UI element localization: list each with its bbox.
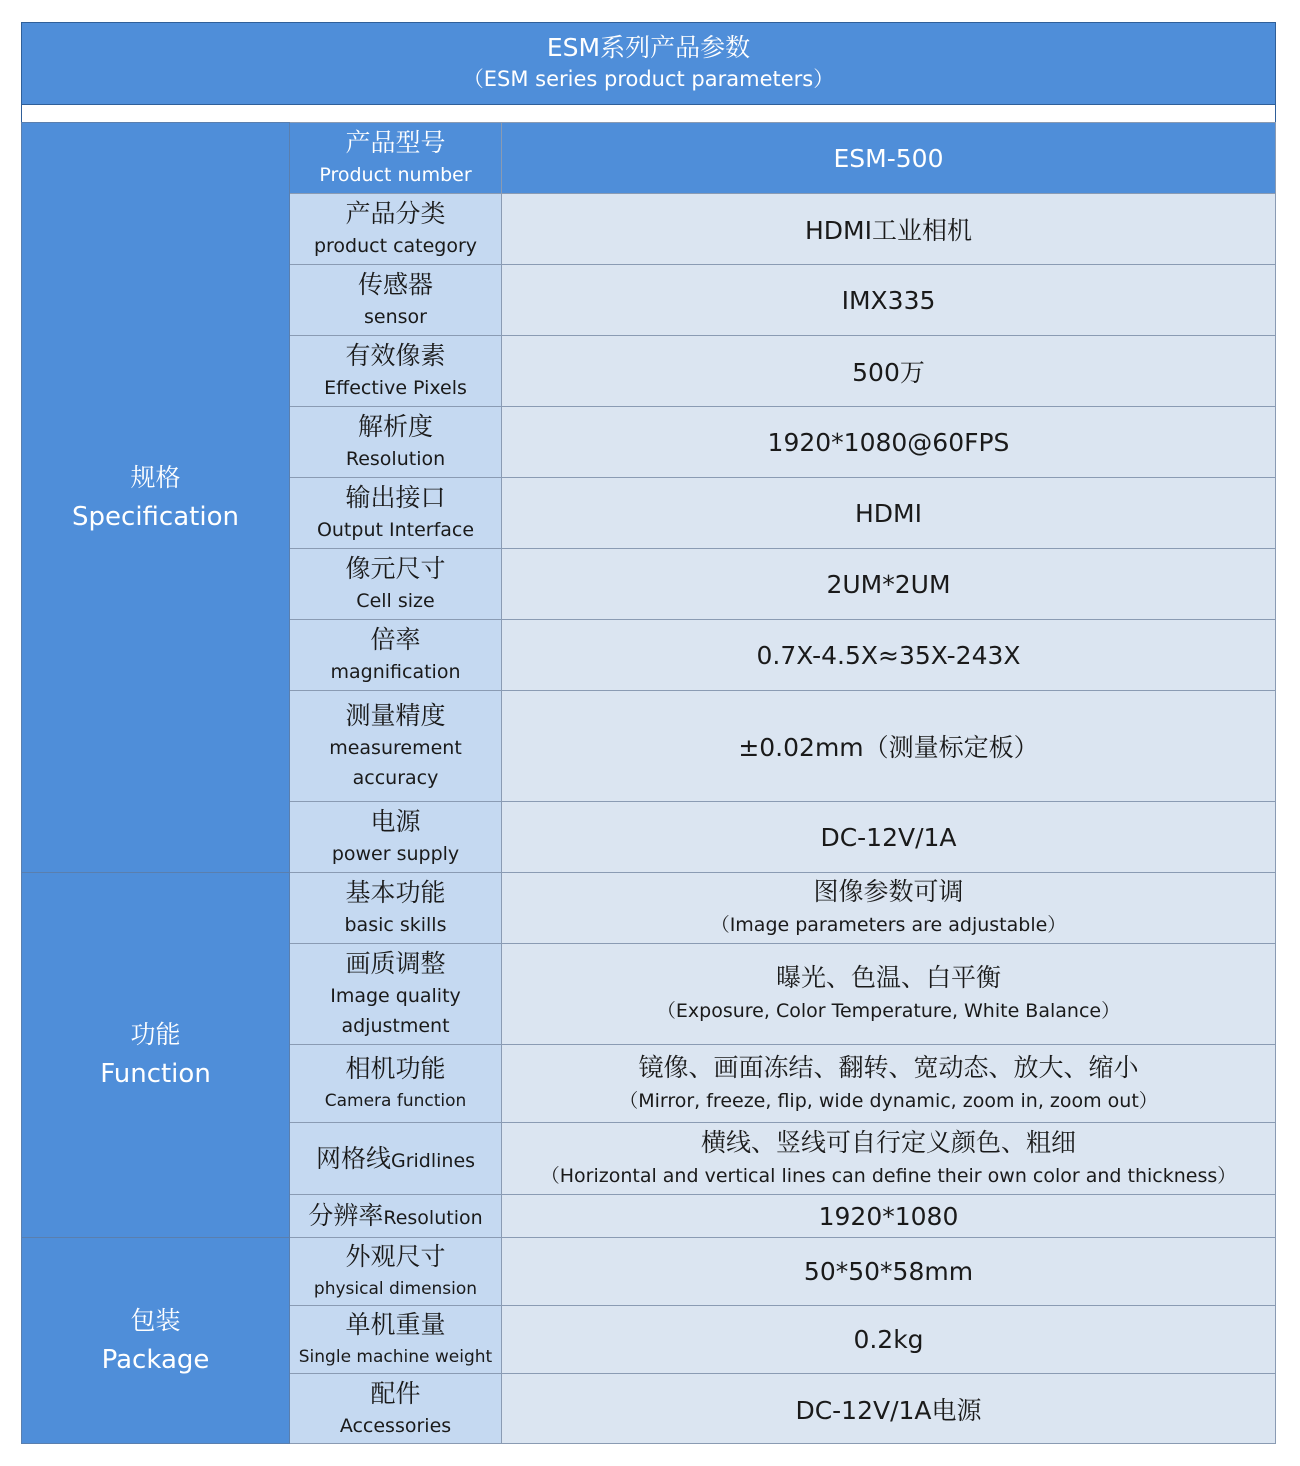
section-specification <box>22 123 290 873</box>
row-label <box>290 1123 502 1195</box>
row-value: 0.7X-4.5X≈35X-243X <box>502 620 1276 691</box>
row-label <box>290 478 502 549</box>
row-label-en-line2: accuracy <box>352 767 439 789</box>
row-value: 1920*1080 <box>502 1195 1276 1238</box>
row-label-cn: 解析度 <box>357 412 433 441</box>
row-label <box>290 265 502 336</box>
row-label-en: Image quality <box>330 985 461 1007</box>
row-label-en: Product number <box>319 164 472 186</box>
row-label <box>290 691 502 802</box>
row-label-en: Cell size <box>356 590 435 612</box>
row-value: 1920*1080@60FPS <box>502 407 1276 478</box>
title-cn: ESM系列产品参数 <box>546 33 751 62</box>
table-row <box>22 123 1276 194</box>
row-value-en: （Horizontal and vertical lines can define their own color and thickness） <box>540 1164 1237 1187</box>
row-label <box>290 620 502 691</box>
section-label-cn: 功能 <box>130 1020 181 1049</box>
parameter-sheet <box>21 22 1276 1444</box>
row-value-cn: 横线、竖线可自行定义颜色、粗细 <box>700 1127 1076 1157</box>
row-value-en: （Exposure, Color Temperature, White Balance） <box>656 1000 1121 1022</box>
table-row <box>22 873 1276 944</box>
row-label-cn: 相机功能 <box>345 1053 446 1083</box>
section-label-cn: 规格 <box>130 462 181 492</box>
row-label-en: product category <box>313 235 478 257</box>
row-label <box>290 1045 502 1123</box>
row-label <box>290 407 502 478</box>
row-label-cn: 配件 <box>370 1378 421 1408</box>
row-label-cn: 外观尺寸 <box>345 1241 446 1271</box>
row-label-cn: 单机重量 <box>345 1309 446 1339</box>
section-label-cn: 包装 <box>130 1305 181 1335</box>
row-label-en-line2: adjustment <box>341 1015 450 1037</box>
row-label-en: Camera function <box>324 1090 467 1111</box>
row-label <box>290 549 502 620</box>
row-label-cn: 画质调整 <box>345 949 446 978</box>
divider <box>21 105 1276 122</box>
parameter-table <box>21 122 1276 1444</box>
row-value: HDMI <box>502 478 1276 549</box>
row-label-en: Single machine weight <box>298 1346 493 1367</box>
row-label-cn: 测量精度 <box>345 701 446 730</box>
row-label-en: Resolution <box>345 448 446 470</box>
row-label <box>290 1306 502 1374</box>
row-value-cn: 曝光、色温、白平衡 <box>775 963 1001 992</box>
section-package <box>22 1238 290 1444</box>
row-label-cn: 传感器 <box>357 270 433 299</box>
row-label-en: Gridlines <box>390 1149 476 1172</box>
row-label-cn: 网格线 <box>315 1143 391 1173</box>
row-value <box>502 1045 1276 1123</box>
section-label-en: Function <box>100 1059 211 1089</box>
row-label <box>290 802 502 873</box>
row-label-cn: 输出接口 <box>345 483 446 512</box>
title-en: （ESM series product parameters） <box>462 67 835 91</box>
row-label-cn: 产品型号 <box>345 128 446 157</box>
row-label-en: Resolution <box>383 1207 483 1229</box>
row-value: ESM-500 <box>502 123 1276 194</box>
row-label-cn: 倍率 <box>370 625 421 654</box>
row-label <box>290 873 502 944</box>
row-value: 50*50*58mm <box>502 1238 1276 1306</box>
row-value <box>502 1123 1276 1195</box>
row-label-en: sensor <box>364 306 427 328</box>
row-label-en: Output Interface <box>316 519 475 541</box>
row-value: IMX335 <box>502 265 1276 336</box>
row-value-en: （Image parameters are adjustable） <box>710 914 1067 936</box>
title-bar <box>21 22 1276 105</box>
row-value-en: （Mirror, freeze, flip, wide dynamic, zoom in, zoom out） <box>619 1089 1158 1112</box>
row-value-cn: 图像参数可调 <box>813 877 964 906</box>
row-label <box>290 944 502 1045</box>
table-row <box>22 1238 1276 1306</box>
section-label-en: Specification <box>72 501 239 532</box>
row-value: DC-12V/1A电源 <box>502 1374 1276 1444</box>
row-label <box>290 1195 502 1238</box>
row-label-en: power supply <box>331 843 460 865</box>
row-label-cn: 基本功能 <box>345 878 446 907</box>
row-value-cn: 镜像、画面冻结、翻转、宽动态、放大、缩小 <box>638 1052 1139 1082</box>
row-value: HDMI工业相机 <box>502 194 1276 265</box>
section-label-en: Package <box>101 1344 210 1375</box>
row-label-en: measurement <box>329 737 462 759</box>
row-label-cn: 像元尺寸 <box>345 554 446 583</box>
row-label-cn: 分辨率 <box>308 1201 384 1230</box>
row-value: 500万 <box>502 336 1276 407</box>
row-label-cn: 产品分类 <box>345 199 446 228</box>
row-label <box>290 1238 502 1306</box>
row-label-cn: 电源 <box>370 807 421 836</box>
row-value: DC-12V/1A <box>502 802 1276 873</box>
row-label-en: physical dimension <box>313 1278 478 1299</box>
row-label-cn: 有效像素 <box>345 341 446 370</box>
row-label-en: Effective Pixels <box>324 377 467 399</box>
row-value: 0.2kg <box>502 1306 1276 1374</box>
section-function <box>22 873 290 1238</box>
row-label <box>290 194 502 265</box>
row-label <box>290 336 502 407</box>
row-label-en: magnification <box>330 661 461 683</box>
row-value <box>502 944 1276 1045</box>
row-label-en: Accessories <box>339 1414 452 1437</box>
row-value: 2UM*2UM <box>502 549 1276 620</box>
row-label <box>290 123 502 194</box>
row-value <box>502 873 1276 944</box>
row-value: ±0.02mm（测量标定板） <box>502 691 1276 802</box>
row-label-en: basic skills <box>344 914 447 936</box>
row-label <box>290 1374 502 1444</box>
